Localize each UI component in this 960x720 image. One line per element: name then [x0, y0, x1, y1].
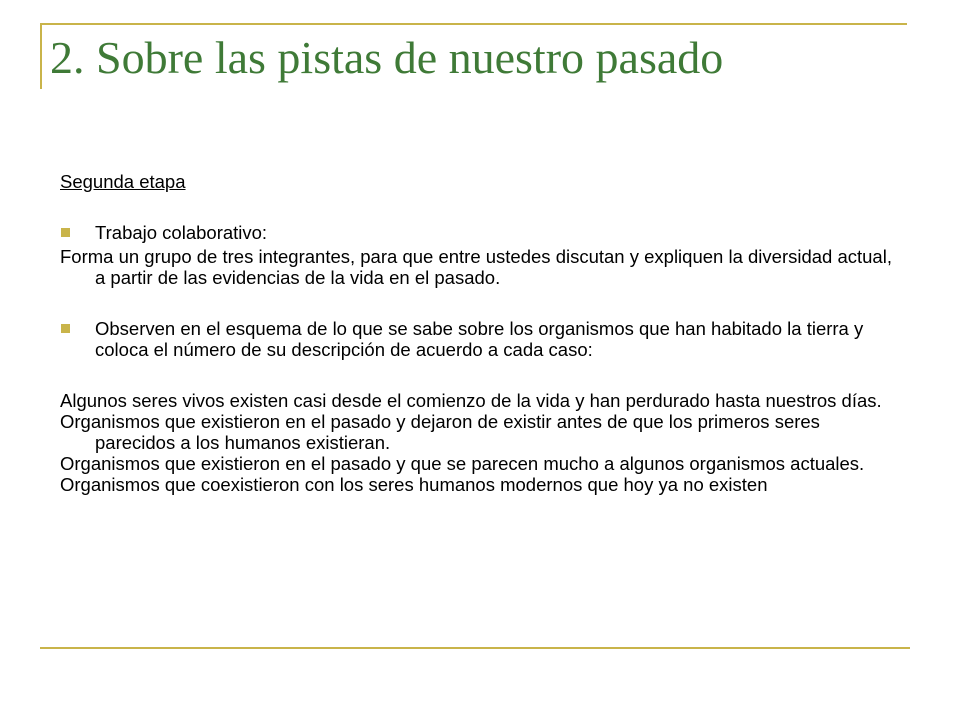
paragraph: Forma un grupo de tres integrantes, para que entre ustedes discutan y expliquen la diversidad actual, a partir de las evidencias de la vida en el pasado.	[60, 246, 892, 288]
bottom-horizontal-rule	[40, 647, 910, 649]
description-item: Organismos que existieron en el pasado y que se parecen mucho a algunos organismos actuales.	[60, 453, 865, 474]
bullet-text: Observen en el esquema de lo que se sabe sobre los organismos que han habitado la tierra y coloca el número de su descripción de acuerdo a cada caso:	[95, 318, 864, 360]
description-item: Organismos que coexistieron con los seres humanos modernos que hoy ya no existen	[60, 474, 768, 495]
left-vertical-rule	[40, 23, 42, 89]
slide-body	[60, 171, 905, 495]
section-heading: Segunda etapa	[60, 171, 186, 192]
square-bullet-icon	[61, 324, 70, 333]
description-item: Algunos seres vivos existen casi desde el comienzo de la vida y han perdurado hasta nuestros días.	[60, 390, 882, 411]
slide-title: 2. Sobre las pistas de nuestro pasado	[50, 32, 724, 83]
bullet-item	[60, 318, 905, 360]
description-item: Organismos que existieron en el pasado y dejaron de existir antes de que los primeros seres parecidos a los humanos existieran.	[60, 411, 820, 453]
top-horizontal-rule	[40, 23, 907, 25]
bullet-item	[60, 222, 905, 243]
bullet-text: Trabajo colaborativo:	[95, 222, 268, 243]
square-bullet-icon	[61, 228, 70, 237]
